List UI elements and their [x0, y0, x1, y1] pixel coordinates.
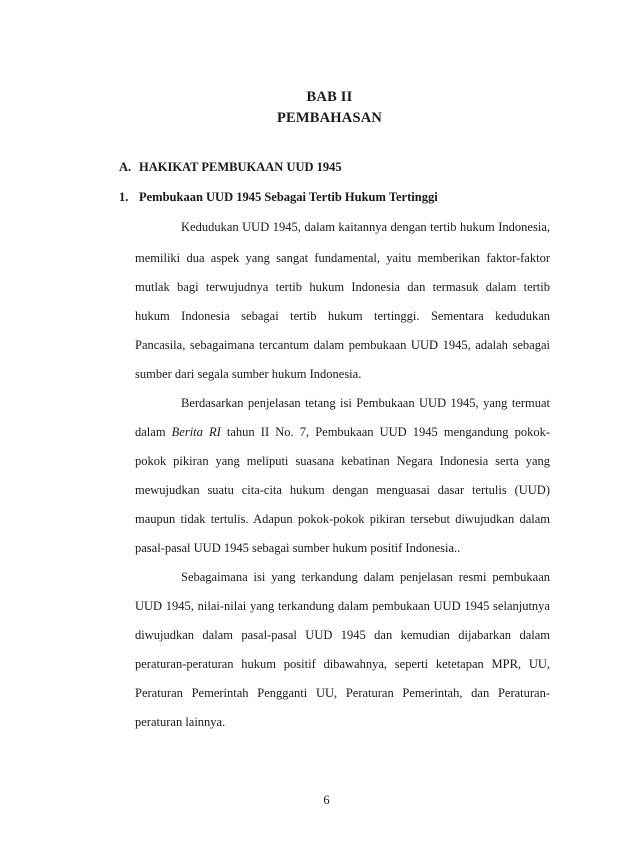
body-line: Peraturan Pemerintah Pengganti UU, Peraturan Pemerintah, dan Peraturan- [135, 686, 550, 700]
body-line: mutlak bagi terwujudnya tertib hukum Indonesia dan termasuk dalam tertib [135, 280, 550, 294]
body-line: mewujudkan suatu cita-cita hukum dengan menguasai dasar tertulis (UUD) [135, 483, 550, 497]
body-line: Sebagaimana isi yang terkandung dalam penjelasan resmi pembukaan [181, 570, 550, 584]
body-line: Kedudukan UUD 1945, dalam kaitannya dengan tertib hukum Indonesia, [181, 220, 550, 234]
page-number: 6 [323, 793, 330, 807]
body-line: hukum Indonesia sebagai tertib hukum tertinggi. Sementara kedudukan [135, 309, 550, 323]
body-line: pokok pikiran yang meliputi suasana kebatinan Negara Indonesia serta yang [135, 454, 550, 468]
body-line [135, 424, 550, 440]
body-text: dalam [135, 425, 172, 439]
chapter-number: BAB II [306, 89, 353, 105]
publication-title: Berita RI [171, 425, 221, 439]
body-text: tahun II No. 7, Pembukaan UUD 1945 mengandung pokok- [220, 425, 551, 439]
subsection-title: Pembukaan UUD 1945 Sebagai Tertib Hukum Tertinggi [139, 190, 438, 204]
section-marker: A. [119, 160, 132, 174]
body-line: peraturan-peraturan hukum positif dibawahnya, seperti ketetapan MPR, UU, [135, 657, 550, 671]
body-line: memiliki dua aspek yang sangat fundamental, yaitu memberikan faktor-faktor [135, 251, 550, 265]
body-line: pasal-pasal UUD 1945 sebagai sumber hukum positif Indonesia.. [135, 541, 461, 555]
body-line: Berdasarkan penjelasan tetang isi Pembukaan UUD 1945, yang termuat [181, 396, 550, 410]
section-heading [119, 160, 342, 175]
subsection-marker: 1. [119, 190, 129, 204]
body-line: peraturan lainnya. [135, 715, 226, 729]
body-line: maupun tidak tertulis. Adapun pokok-pokok pikiran tersebut diwujudkan dalam [135, 512, 550, 526]
body-line: sumber dari segala sumber hukum Indonesia. [135, 367, 362, 381]
chapter-title: PEMBAHASAN [276, 110, 383, 126]
subsection-heading [119, 190, 438, 205]
body-line: diwujudkan dalam pasal-pasal UUD 1945 dan kemudian dijabarkan dalam [135, 628, 550, 642]
section-title: HAKIKAT PEMBUKAAN UUD 1945 [139, 160, 342, 174]
body-line: UUD 1945, nilai-nilai yang terkandung dalam pembukaan UUD 1945 selanjutnya [135, 599, 550, 613]
body-line: Pancasila, sebagaimana tercantum dalam pembukaan UUD 1945, adalah sebagai [135, 338, 550, 352]
